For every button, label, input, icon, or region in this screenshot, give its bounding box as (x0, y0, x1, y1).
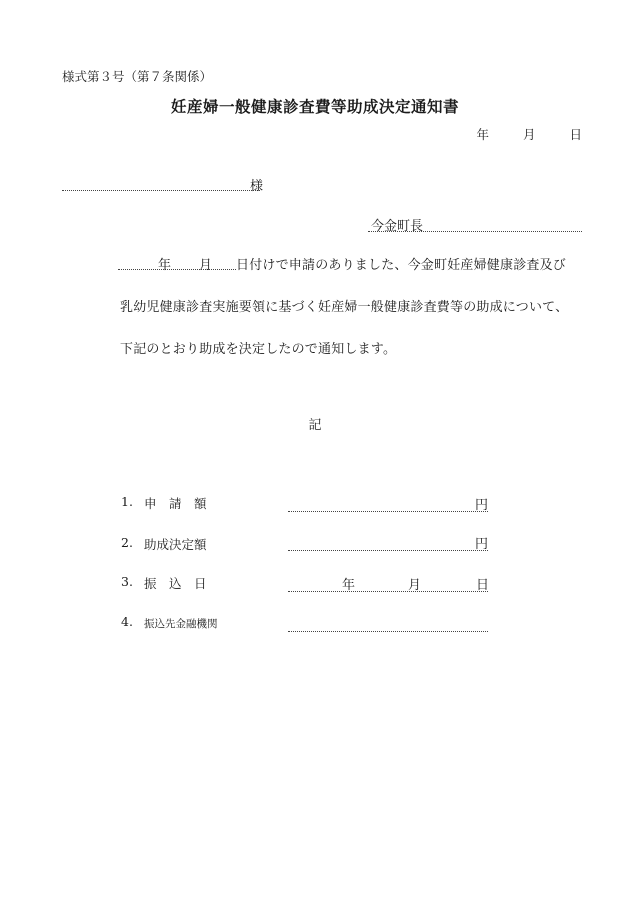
document-title: 妊産婦一般健康診査費等助成決定通知書 (170, 97, 459, 116)
bank-field[interactable] (288, 616, 488, 632)
item-4-number: 4. (121, 614, 133, 629)
issue-date (476, 125, 582, 143)
transfer-date-month: 月 (408, 578, 422, 593)
application-date-year: 年 (158, 258, 172, 273)
ki-heading: 記 (308, 418, 322, 433)
item-4-label: 振込先金融機関 (144, 618, 218, 630)
item-2-unit: 円 (475, 537, 489, 552)
recipient-suffix: 様 (250, 179, 264, 194)
item-1-unit: 円 (475, 498, 489, 513)
transfer-date-year: 年 (342, 578, 356, 593)
transfer-date-field[interactable] (288, 576, 488, 592)
item-1-number: 1. (121, 494, 133, 509)
item-3-label: 振 込 日 (144, 576, 207, 591)
body-line-3: 下記のとおり助成を決定したので通知します。 (120, 342, 397, 357)
issue-date-month: 月 (522, 127, 536, 142)
body-line-2: 乳幼児健康診査実施要領に基づく妊産婦一般健康診査費等の助成について、 (120, 300, 569, 315)
item-3-number: 3. (121, 574, 133, 589)
item-2-label: 助成決定額 (144, 537, 207, 552)
application-date-month: 月 (199, 258, 213, 273)
transfer-date-day: 日 (476, 578, 490, 593)
item-2-number: 2. (121, 535, 133, 550)
application-amount-field[interactable] (288, 496, 488, 512)
form-number: 様式第３号（第７条関係） (62, 69, 213, 84)
issue-date-day: 日 (569, 127, 582, 142)
application-date (158, 254, 212, 273)
recipient-name-field[interactable] (62, 176, 260, 191)
issuer-name: 今金町長 (371, 219, 424, 234)
item-1-label: 申 請 額 (144, 496, 207, 511)
body-line-1: 日付けで申請のありました、今金町妊産婦健康診査及び (236, 258, 567, 273)
decided-amount-field[interactable] (288, 535, 488, 551)
issue-date-year: 年 (476, 127, 489, 142)
